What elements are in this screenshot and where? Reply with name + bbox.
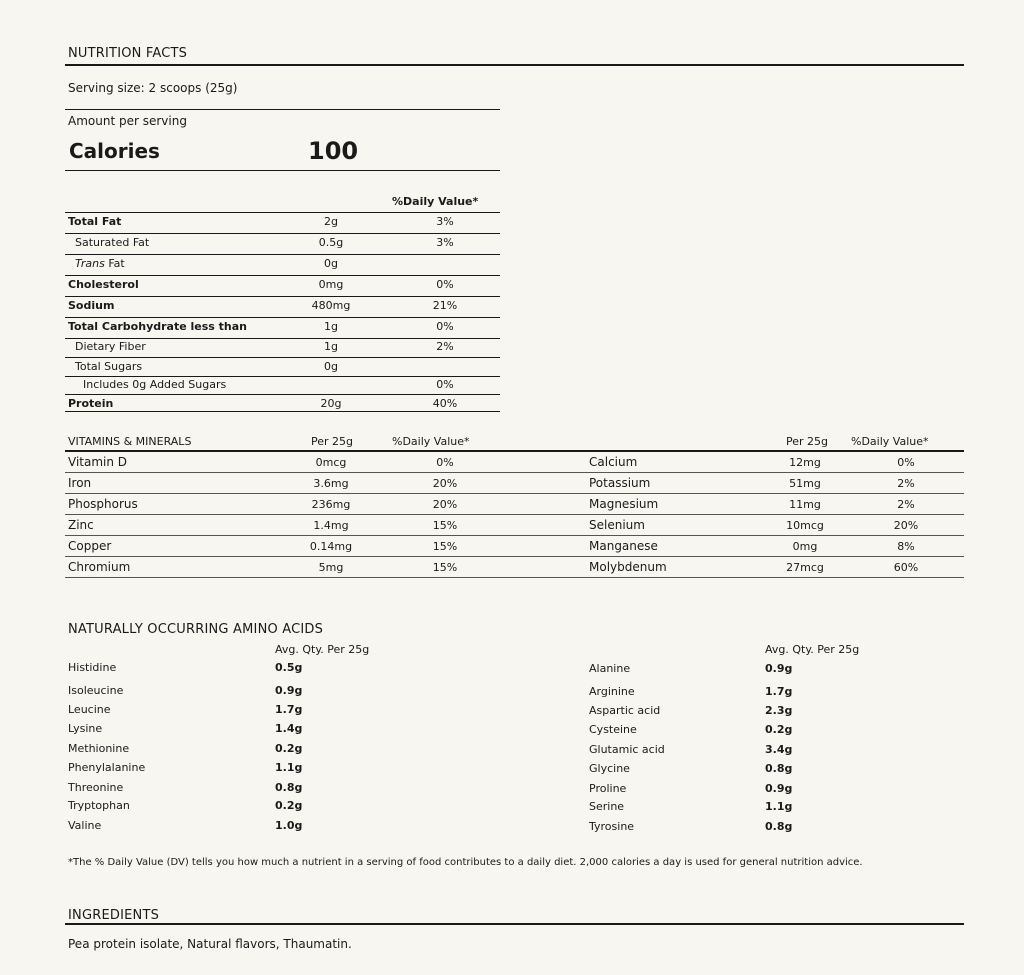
- divider: [65, 296, 500, 297]
- vitamin-name: Chromium: [68, 560, 131, 574]
- divider: [65, 376, 500, 377]
- nutrient-name: Dietary Fiber: [75, 340, 146, 353]
- divider: [65, 64, 964, 66]
- nutrient-name: Total Carbohydrate less than: [68, 320, 248, 333]
- amino-acid-name: Glutamic acid: [589, 743, 665, 756]
- divider: [65, 450, 964, 452]
- nutrient-daily-value: 21%: [432, 299, 458, 312]
- mineral-name: Molybdenum: [589, 560, 667, 574]
- mineral-daily-value: 2%: [897, 498, 915, 511]
- footnote: *The % Daily Value (DV) tells you how much a nutrient in a serving of food contributes to a daily diet. 2,000 calories a day is used for general nutrition advice.: [68, 857, 863, 868]
- amino-acid-qty: 0.5g: [275, 661, 303, 674]
- nutrient-amount: 20g: [320, 397, 342, 410]
- nutrient-daily-value: 0%: [436, 378, 454, 391]
- vitamins-dv-header-left: %Daily Value*: [392, 435, 470, 448]
- amino-acid-qty: 1.0g: [275, 819, 303, 832]
- mineral-name: Selenium: [589, 518, 645, 532]
- vitamin-name: Vitamin D: [68, 455, 128, 469]
- amino-acid-qty: 1.1g: [765, 800, 793, 813]
- vitamin-amount: 236mg: [311, 498, 351, 511]
- divider: [65, 317, 500, 318]
- divider: [65, 212, 500, 213]
- mineral-daily-value: 60%: [893, 561, 919, 574]
- mineral-name: Potassium: [589, 476, 651, 490]
- nutrient-name-rest: Fat: [104, 257, 125, 270]
- nutrient-amount: 1g: [324, 320, 338, 333]
- vitamin-daily-value: 0%: [436, 456, 454, 469]
- nutrient-name: Total Sugars: [75, 360, 143, 373]
- divider: [65, 472, 964, 473]
- nutrient-daily-value: 2%: [436, 340, 454, 353]
- ingredients-title: INGREDIENTS: [68, 908, 160, 923]
- mineral-amount: 11mg: [789, 498, 821, 511]
- vitamin-name: Zinc: [68, 518, 94, 532]
- vitamins-dv-header-right: %Daily Value*: [851, 435, 929, 448]
- calories-label: Calories: [69, 139, 160, 163]
- amino-acid-name: Threonine: [68, 781, 124, 794]
- divider: [65, 275, 500, 276]
- vitamins-title: VITAMINS & MINERALS: [68, 435, 192, 448]
- nutrient-daily-value: 3%: [436, 215, 454, 228]
- amino-acid-qty: 0.9g: [275, 684, 303, 697]
- nutrient-daily-value: 3%: [436, 236, 454, 249]
- divider: [65, 411, 500, 412]
- amino-acid-name: Serine: [589, 800, 625, 813]
- amino-acid-qty: 0.8g: [275, 781, 303, 794]
- amino-acid-name: Proline: [589, 782, 627, 795]
- divider: [65, 254, 500, 255]
- nutrient-name: Protein: [68, 397, 114, 410]
- amino-acid-qty: 3.4g: [765, 743, 793, 756]
- nutrient-amount: 2g: [324, 215, 338, 228]
- nutrient-name: Total Fat: [68, 215, 122, 228]
- amino-acid-name: Aspartic acid: [589, 704, 661, 717]
- nutrition-facts-title: NUTRITION FACTS: [68, 46, 188, 61]
- amino-acid-name: Tryptophan: [68, 799, 130, 812]
- nutrient-daily-value: 0%: [436, 320, 454, 333]
- amino-acid-qty: 1.4g: [275, 722, 303, 735]
- vitamin-daily-value: 15%: [432, 519, 458, 532]
- nutrient-name-italic: Trans: [75, 257, 105, 270]
- amino-qty-header-right: Avg. Qty. Per 25g: [765, 643, 860, 656]
- nutrient-name: [75, 258, 125, 269]
- amino-acid-name: Glycine: [589, 762, 630, 775]
- amino-acid-name: Valine: [68, 819, 102, 832]
- divider: [65, 170, 500, 171]
- ingredients-text: Pea protein isolate, Natural flavors, Thaumatin.: [68, 937, 352, 951]
- amino-acid-qty: 1.7g: [765, 685, 793, 698]
- divider: [65, 535, 964, 536]
- vitamins-per-header-right: Per 25g: [786, 435, 829, 448]
- amino-acid-qty: 0.2g: [275, 742, 303, 755]
- amino-acid-qty: 0.2g: [765, 723, 793, 736]
- vitamin-name: Iron: [68, 476, 92, 490]
- amino-acid-qty: 0.9g: [765, 662, 793, 675]
- vitamin-amount: 0mcg: [315, 456, 347, 469]
- amino-acid-qty: 1.1g: [275, 761, 303, 774]
- amino-acid-name: Leucine: [68, 703, 111, 716]
- amino-acid-qty: 0.2g: [275, 799, 303, 812]
- divider: [65, 577, 964, 578]
- nutrient-name: Includes 0g Added Sugars: [83, 378, 227, 391]
- vitamin-name: Phosphorus: [68, 497, 138, 511]
- vitamin-daily-value: 15%: [432, 540, 458, 553]
- amino-acid-qty: 0.8g: [765, 820, 793, 833]
- amino-acid-name: Arginine: [589, 685, 635, 698]
- mineral-daily-value: 20%: [893, 519, 919, 532]
- divider: [65, 338, 500, 339]
- amino-acid-qty: 1.7g: [275, 703, 303, 716]
- vitamins-per-header-left: Per 25g: [311, 435, 354, 448]
- vitamin-amount: 0.14mg: [309, 540, 353, 553]
- nutrient-amount: 0g: [324, 257, 338, 270]
- divider: [65, 556, 964, 557]
- divider: [65, 233, 500, 234]
- mineral-amount: 0mg: [792, 540, 818, 553]
- amino-acid-name: Isoleucine: [68, 684, 124, 697]
- amino-acid-name: Alanine: [589, 662, 631, 675]
- vitamin-daily-value: 20%: [432, 477, 458, 490]
- mineral-name: Manganese: [589, 539, 658, 553]
- amino-acid-name: Lysine: [68, 722, 103, 735]
- amino-title: NATURALLY OCCURRING AMINO ACIDS: [68, 622, 324, 637]
- divider: [65, 923, 964, 925]
- mineral-daily-value: 0%: [897, 456, 915, 469]
- amino-acid-qty: 0.9g: [765, 782, 793, 795]
- divider: [65, 109, 500, 110]
- mineral-name: Calcium: [589, 455, 638, 469]
- nutrient-daily-value: 0%: [436, 278, 454, 291]
- amino-acid-name: Methionine: [68, 742, 130, 755]
- amount-per-serving: Amount per serving: [68, 114, 187, 128]
- divider: [65, 394, 500, 395]
- nutrient-amount: 0g: [324, 360, 338, 373]
- vitamin-amount: 3.6mg: [313, 477, 349, 490]
- nutrient-name: Saturated Fat: [75, 236, 150, 249]
- mineral-name: Magnesium: [589, 497, 659, 511]
- serving-size: Serving size: 2 scoops (25g): [68, 81, 238, 95]
- nutrient-name: Sodium: [68, 299, 115, 312]
- mineral-amount: 10mcg: [786, 519, 824, 532]
- calories-value: 100: [308, 137, 359, 165]
- amino-qty-header-left: Avg. Qty. Per 25g: [275, 643, 370, 656]
- mineral-amount: 12mg: [789, 456, 821, 469]
- amino-acid-name: Cysteine: [589, 723, 637, 736]
- mineral-amount: 27mcg: [786, 561, 824, 574]
- nutrient-daily-value: 40%: [432, 397, 458, 410]
- amino-acid-qty: 0.8g: [765, 762, 793, 775]
- nutrient-amount: 0mg: [318, 278, 344, 291]
- amino-acid-name: Phenylalanine: [68, 761, 146, 774]
- daily-value-header: %Daily Value*: [392, 195, 479, 208]
- mineral-daily-value: 2%: [897, 477, 915, 490]
- nutrient-amount: 480mg: [311, 299, 351, 312]
- mineral-daily-value: 8%: [897, 540, 915, 553]
- amino-acid-qty: 2.3g: [765, 704, 793, 717]
- nutrient-amount: 0.5g: [318, 236, 344, 249]
- vitamin-daily-value: 15%: [432, 561, 458, 574]
- mineral-amount: 51mg: [789, 477, 821, 490]
- vitamin-amount: 1.4mg: [313, 519, 349, 532]
- nutrient-amount: 1g: [324, 340, 338, 353]
- vitamin-name: Copper: [68, 539, 112, 553]
- divider: [65, 357, 500, 358]
- vitamin-amount: 5mg: [318, 561, 344, 574]
- amino-acid-name: Tyrosine: [589, 820, 635, 833]
- divider: [65, 514, 964, 515]
- nutrient-name: Cholesterol: [68, 278, 139, 291]
- divider: [65, 493, 964, 494]
- vitamin-daily-value: 20%: [432, 498, 458, 511]
- amino-acid-name: Histidine: [68, 661, 117, 674]
